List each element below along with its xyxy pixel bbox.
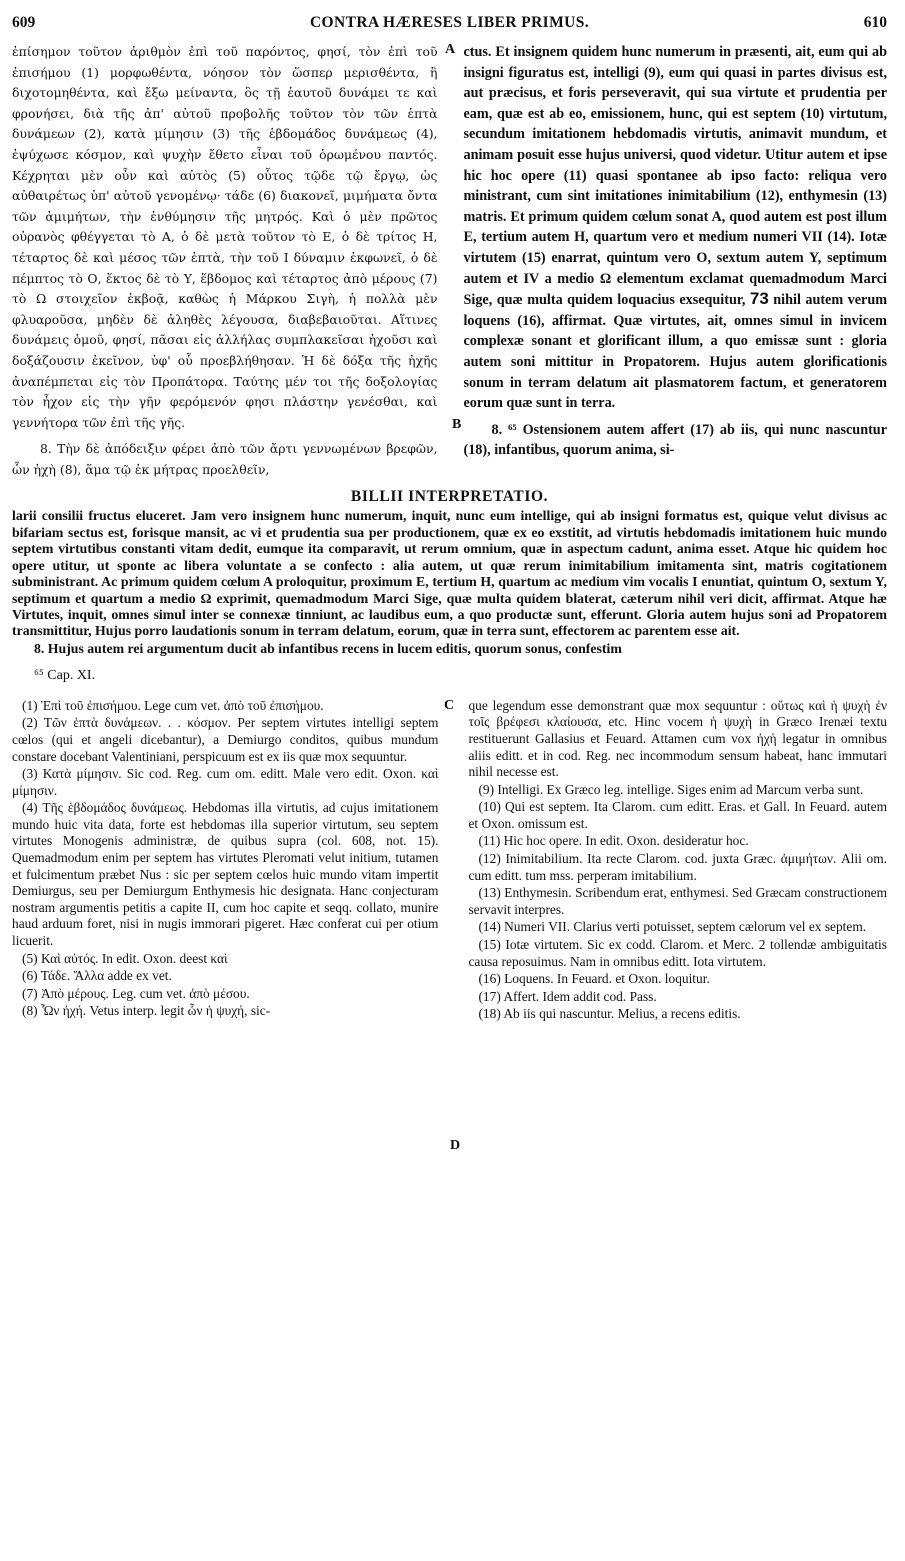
footnote: (6) Τάδε. Ἄλλα adde ex vet.: [22, 968, 172, 984]
billii-paragraph-8: 8. Hujus autem rei argumentum ducit ab infantibus recens in lucem editis, quorum sonus, confestim: [34, 640, 622, 656]
parallel-text-columns: [12, 42, 887, 480]
latin-text-part-2: nihil autem verum loquens (16), affirmat. Quæ virtutes, ait, omnes simul in invicem complexæ sonant et glorificant illum, a quo emissæ sunt : gloria autem soni mittitur in Propatorem. Hujus autem glorificationis sonum in terram delatum ait plasmatorem factum, et generatorem eorum quæ sunt in terra.: [463, 292, 888, 412]
footnote: (16) Loquens. In Feuard. et Oxon. loquitur.: [478, 971, 710, 987]
footnote: (18) Ab iis qui nascuntur. Melius, a recens editis.: [478, 1006, 741, 1022]
section-title: BILLII INTERPRETATIO.: [350, 488, 549, 506]
margin-marker-b: B: [452, 417, 462, 432]
footnote: (3) Κατὰ μίμησιν. Sic cod. Reg. cum om. editt. Male vero edit. Oxon. καὶ μίμησιν.: [12, 766, 439, 798]
left-page-number: 609: [12, 14, 36, 31]
running-title: CONTRA HÆRESES LIBER PRIMUS.: [309, 14, 590, 31]
footnote: (5) Καὶ αὐτός. In edit. Oxon. deest καὶ: [22, 950, 228, 966]
footnote: (12) Inimitabilium. Ita recte Clarom. cod. juxta Græc. ἀμιμήτων. Alii om. cum editt. tum mss. perperam imitabilium.: [468, 851, 887, 883]
margin-marker-c: C: [444, 697, 455, 713]
footnote: (11) Hic hoc opere. In edit. Oxon. desideratur hoc.: [478, 833, 749, 849]
footnotes: [12, 697, 887, 1153]
latin-paragraph-8: 8. ⁶⁵ Ostensionem autem affert (17) ab iis, qui nunc nascuntur (18), infantibus, quorum anima, si-: [463, 421, 887, 459]
footnote: (17) Affert. Idem addit cod. Pass.: [478, 988, 657, 1004]
footnote: (4) Τῆς ἑβδομάδος δυνάμεως. Hebdomas illa virtutis, ad cujus imitationem mundo huic vita data, forte est hebdomas illa superior virtutum, seu septem virtutes Monogenis administræ, de quibus supra (col. 608, not. 15). Quemadmodum enim per septem has virtutes Pleromati velut initium, tutamen et fulcimentum præbet Nus : sic per septem cœlos huic mundo vitam impertit Demiurgus, seu per Demiurgum Enthymesis hic designata. Hanc conjecturam nostram argumentis petitis a capite II, cum hoc capite et seqq. collato, munire haud arduum foret, nisi in nugis immorari pigeret. Hæc conferat cui per otium licuerit.: [12, 800, 439, 949]
greek-column: [12, 42, 443, 480]
latin-paragraph: [463, 42, 887, 414]
footnotes-left-column: [12, 698, 438, 1024]
footnote-continuation: que legendum esse demonstrant quæ mox sequuntur : οὕτως καὶ ἡ ψυχὴ ἐν τοῖς βρέφεσι κλαίουσα, etc. Hinc vocem ἡ ψυχὴ in Græco Irenæi textu restituerunt Gallasius et Feuard. Attamen cum vox ἠχὴ legatur in omnibus aliis editt. et in cod. Reg. nec incommodum sensum habeat, hanc immutari nihil necesse est.: [468, 697, 887, 780]
footnote: (14) Numeri VII. Clarius verti potuisset, septem cælorum vel ex septem.: [478, 919, 867, 935]
right-page-number: 610: [863, 14, 887, 31]
margin-marker-a: A: [445, 42, 456, 57]
latin-column: [463, 42, 887, 480]
chapter-reference: ⁶⁵ Cap. XI.: [34, 667, 96, 683]
greek-paragraph: ἐπίσημον τοῦτον ἀριθμὸν ἐπὶ τοῦ παρόντος, φησί, τὸν ἐπὶ τοῦ ἐπισήμου (1) μορφωθέντα, νόησον τὸν ὥσπερ μερισθέντα, ἢ διχοτομηθέντα, καὶ ἔξω μείναντα, ὃς τῇ ἑαυτοῦ δυνάμει τε καὶ φρονήσει, διὰ τῆς ἀπ' αὐτοῦ προβολῆς τοῦτον τὸν τῶν ἑπτὰ δυνάμεων (2), κατὰ μίμησιν (3) τῆς ἑβδομάδος δυνάμεως (4), ἐψύχωσε κόσμον, καὶ ψυχὴν ἔθετο εἶναι τοῦ ὁρωμένου παντός. Κέχρηται μὲν οὖν καὶ αὐτὸς (5) οὗτος τῷδε τῷ ἔργῳ, ὡς αὐθαιρέτως ὑπ' αὐτοῦ γενομένῳ· τάδε (6) διακονεῖ, μιμήματα ὄντα τῶν ἀμιμήτων, τὴν ἐνθύμησιν τῆς μητρός. Καὶ ὁ μὲν πρῶτος οὐρανὸς φθέγγεται τὸ Α, ὁ δὲ μετὰ τοῦτον τὸ Ε, ὁ δὲ τρίτος Η, τέταρτος δὲ καὶ μέσος τῶν ἑπτὰ, τὴν τοῦ Ι δύναμιν ἐκφωνεῖ, ὁ δὲ πέμπτος τὸ Ο, ἕκτος δὲ τὸ Υ, ἕβδομος καὶ τέταρτος ἀπὸ μέρους (7) τὸ Ω στοιχεῖον ἐκβοᾷ, καθὼς ἡ Μάρκου Σιγὴ, ἡ πολλὰ μὲν φλυαροῦσα, μηδὲν δὲ ἀληθὲς λέγουσα, διαβεβαιοῦται. Αἵτινες δυνάμεις ὁμοῦ, φησί, πᾶσαι εἰς ἀλλήλας συμπλακεῖσαι ἠχοῦσι καὶ δοξάζουσιν ἐκεῖνον, ὑφ' οὗ προεβλήθησαν. Ἡ δὲ δόξα τῆς ἠχῆς ἀναπέμπεται εἰς τὸν Προπάτορα. Ταύτης μέν τοι τῆς δοξολογίας τὸν ἦχον εἰς τὴν γῆν φερόμενόν φησι πλάστην γενέσθαι, καὶ γεννήτορα τῶν ἐπὶ τῆς γῆς.: [12, 44, 438, 430]
footnote: (7) Ἀπὸ μέρους. Leg. cum vet. ἀπὸ μέσου.: [22, 985, 250, 1001]
footnote: (13) Enthymesin. Scribendum erat, enthymesi. Sed Græcam constructionem servavit interpres.: [468, 885, 887, 917]
greek-paragraph-8: 8. Τὴν δὲ ἀπόδειξιν φέρει ἀπὸ τῶν ἄρτι γεννωμένων βρεφῶν, ὧν ἠχὴ (8), ἅμα τῷ ἐκ μήτρας προελθεῖν,: [12, 441, 438, 477]
footnote: (2) Τῶν ἑπτὰ δυνάμεων. . . κόσμον. Per septem virtutes intelligi septem cœlos (qui et angeli dicebantur), a Demiurgo conditos, quibus mundum constare docebant Valentiniani, perspicuum est ex iis quæ mox sequuntur.: [12, 715, 439, 764]
footnote: (10) Qui est septem. Ita Clarom. cum editt. Eras. et Gall. In Feuard. autem et Oxon. omissum est.: [468, 799, 887, 831]
footnote: (15) Iotæ virtutem. Sic ex codd. Clarom. et Merc. 2 tollendæ ambiguitatis causa reposuimus. Nam in omnibus editt. Iota virtutem.: [468, 937, 887, 969]
footnotes-right-column: [468, 698, 887, 1024]
page-header: [12, 14, 887, 38]
footnote: (8) Ὧν ἠχή. Vetus interp. legit ὧν ἡ ψυχή, sic-: [22, 1003, 271, 1019]
latin-text-part-1: ctus. Et insignem quidem hunc numerum in præsenti, ait, eum qui ab insigni figuratus est, intelligi (9), eum qui quasi in partes divisus est, aut præcisus, et foris perseveravit, qui sua virtute et prudentia per eam, quæ est ab eo, emissionem, hunc, qui est septem (10) virtutum, secundum imitationem hebdomadis virtutis, animavit mundum, et animam posuit esse hujus universi, quod videtur. Utitur autem et ipse hic hoc opere (11) quasi spontanee ab ipso facto: reliqua vero ministrant, cum sint imitationes inimitabilium (12), enthymesin (13) matris. Et primum quidem cœlum sonat A, quod autem est post illum E, tertium autem H, quartum vero et medium numeri VII (14). Iotæ virtutem (15) enarrat, quintum vero O, sextum autem Y, septimum autem et IV a medio Ω elementum exclamat quemadmodum Marci Sige, quæ multa quidem loquacius exsequitur,: [463, 44, 887, 309]
billii-text: larii consilii fructus eluceret. Jam vero insignem hunc numerum, inquit, nunc eum intellige, qui ab insigni formatus est, quique velut divisus ac bifariam sectus est, forisque mansit, ac vi et prudentia sua per productionem, quæ ex eo exstitit, ad virtutis hebdomadis imitationem huic mundo septem virtutibus constanti vitam dedit, eumque ita comparavit, ut rerum omnium, quæ in aspectum cadunt, anima esset. Atque hic quidem hoc opere utitur, ut sponte ac libera voluntate a se confecto : alia autem, ut quæ rerum inimitabilium imitamenta sint, matris cogitationem subministrant. Ac primum quidem cœlum A proloquitur, proximum E, tertium H, quartum ac medium vim vocalis I enuntiat, quintum O, sextum Y, septimum et quartum a medio Ω exprimit, quemadmodum Marci Sige, quæ multa quidem blaterat, cæterum nihil veri dicit, affirmat. Atque hæ Virtutes, inquit, omnes simul inter se connexæ tinniunt, ac laudibus eum, a quo productæ sunt, efferunt. Gloria autem hujus soni ad Propatorem transmittitur, Hujus porro laudationis sonum in terram delatum, eorum, quæ in terra sunt, effectorem ac parentem esse ait.: [12, 508, 887, 639]
margin-marker-d: D: [450, 1137, 461, 1153]
column-number: 73: [749, 289, 769, 309]
footnote: (9) Intelligi. Ex Græco leg. intellige. Siges enim ad Marcum verba sunt.: [478, 781, 864, 797]
footnote: (1) Ἐπὶ τοῦ ἐπισήμου. Lege cum vet. ἀπὸ τοῦ ἐπισήμου.: [22, 697, 324, 713]
